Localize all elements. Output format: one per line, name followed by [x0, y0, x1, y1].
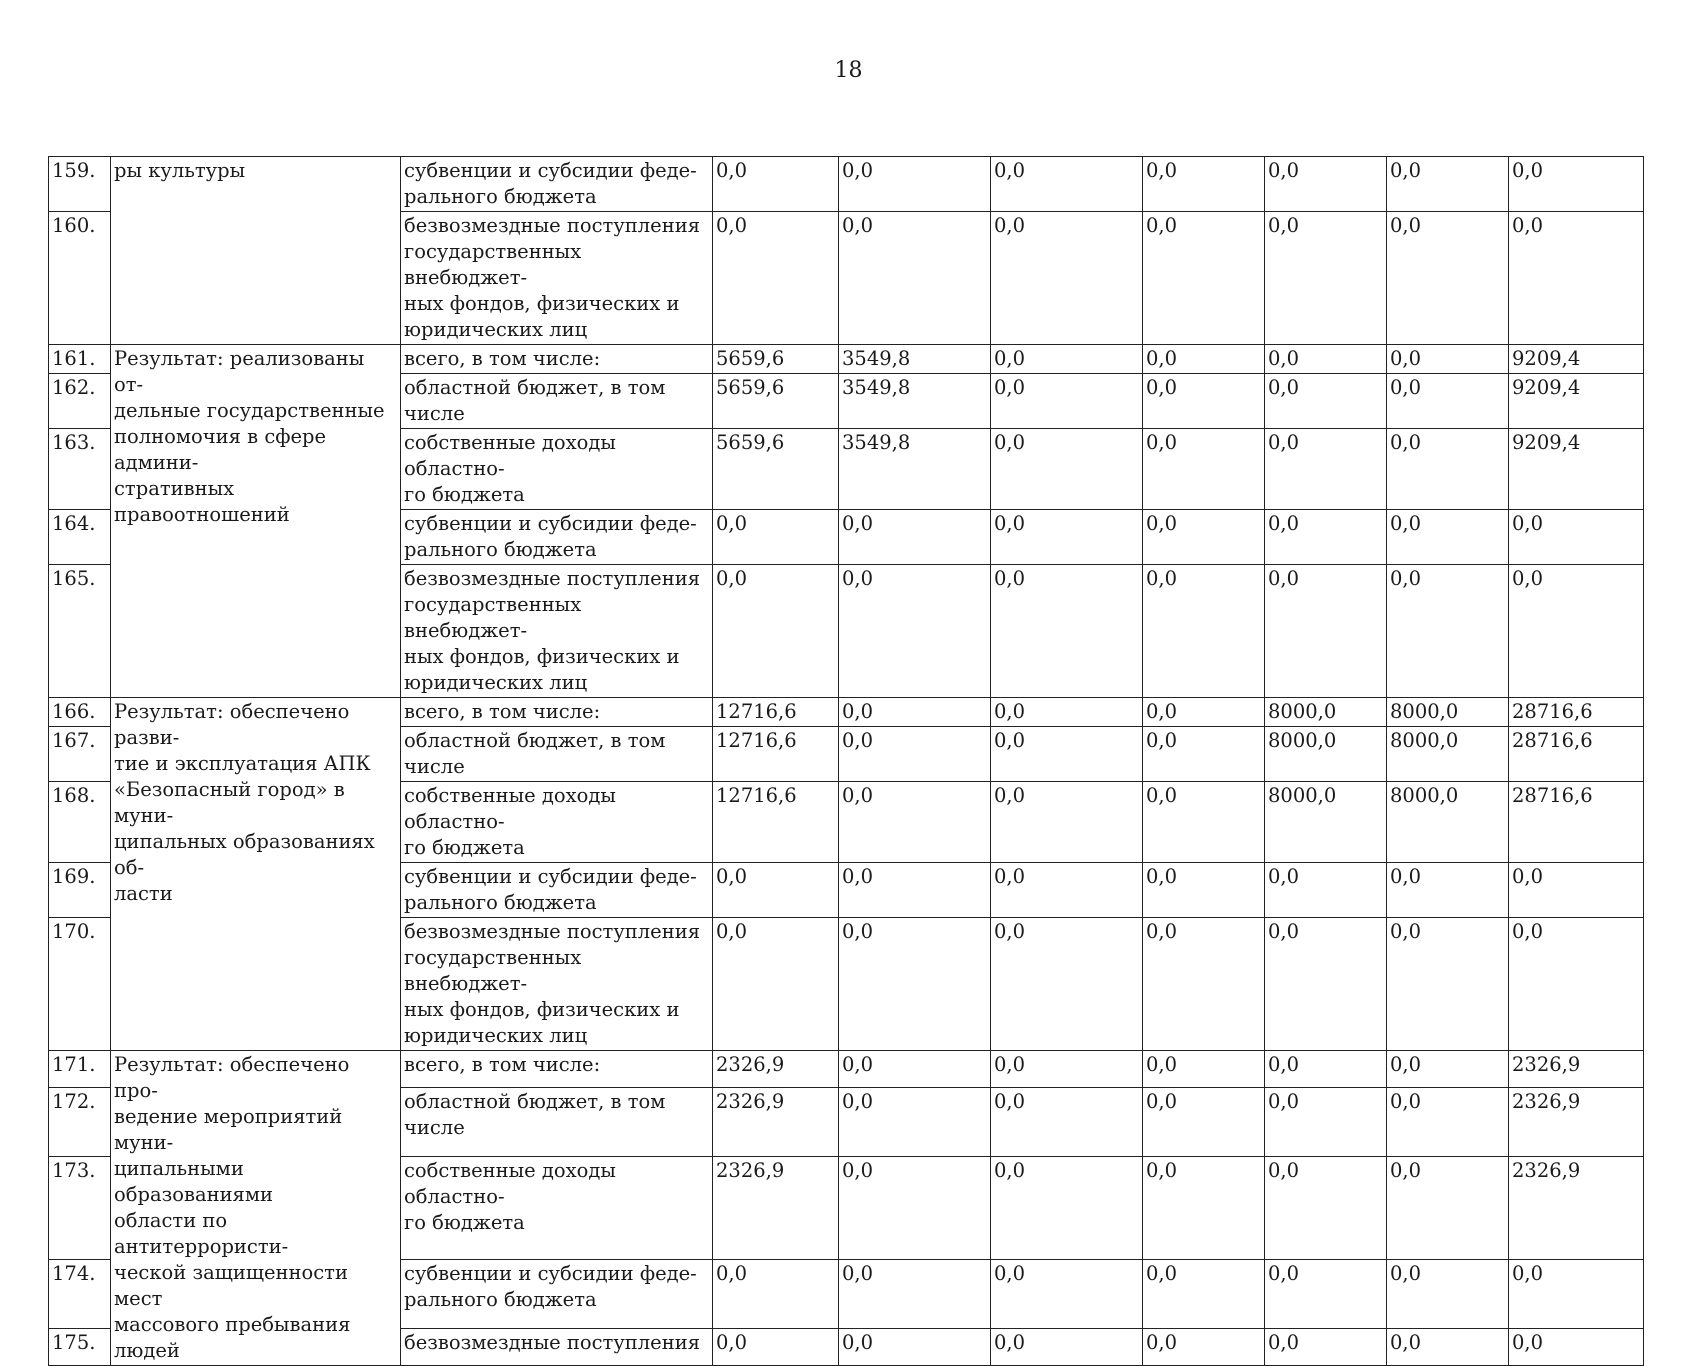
value-cell: 0,0 — [1143, 565, 1265, 698]
value-cell: 12716,6 — [713, 782, 839, 863]
value-cell: 0,0 — [713, 1329, 839, 1366]
value-cell: 2326,9 — [713, 1087, 839, 1157]
value-cell: 0,0 — [1143, 429, 1265, 510]
value-cell: 0,0 — [1387, 918, 1509, 1051]
value-cell: 0,0 — [1509, 863, 1644, 918]
value-cell: 0,0 — [1265, 1087, 1387, 1157]
value-cell: 0,0 — [1509, 1329, 1644, 1366]
value-cell: 9209,4 — [1509, 429, 1644, 510]
value-cell: 0,0 — [1387, 510, 1509, 565]
value-cell: 0,0 — [1143, 698, 1265, 727]
value-cell: 0,0 — [1143, 157, 1265, 212]
value-cell: 5659,6 — [713, 345, 839, 374]
value-cell: 8000,0 — [1265, 782, 1387, 863]
value-cell: 0,0 — [839, 212, 991, 345]
value-cell: 0,0 — [1387, 1329, 1509, 1366]
funding-source: областной бюджет, в том числе — [401, 1087, 713, 1157]
funding-source: всего, в том числе: — [401, 698, 713, 727]
value-cell: 0,0 — [1143, 1051, 1265, 1088]
value-cell: 0,0 — [1143, 1157, 1265, 1259]
value-cell: 0,0 — [839, 863, 991, 918]
funding-source: областной бюджет, в том числе — [401, 374, 713, 429]
value-cell: 0,0 — [991, 782, 1143, 863]
value-cell: 0,0 — [991, 1087, 1143, 1157]
funding-source: субвенции и субсидии феде- рального бюджета — [401, 1259, 713, 1329]
value-cell: 0,0 — [1265, 212, 1387, 345]
funding-source: собственные доходы областно- го бюджета — [401, 1157, 713, 1259]
value-cell: 0,0 — [1143, 918, 1265, 1051]
table-row — [49, 345, 1644, 374]
value-cell: 0,0 — [991, 1051, 1143, 1088]
value-cell: 0,0 — [1509, 918, 1644, 1051]
value-cell: 0,0 — [839, 1329, 991, 1366]
funding-source: безвозмездные поступления государственных внебюджет- ных фондов, физических и юридических лиц — [401, 918, 713, 1051]
funding-source: областной бюджет, в том числе — [401, 727, 713, 782]
value-cell: 0,0 — [991, 212, 1143, 345]
value-cell: 0,0 — [1509, 1259, 1644, 1329]
value-cell: 0,0 — [839, 782, 991, 863]
value-cell: 12716,6 — [713, 727, 839, 782]
value-cell: 0,0 — [1143, 782, 1265, 863]
funding-source: безвозмездные поступления государственных внебюджет- ных фондов, физических и юридических лиц — [401, 212, 713, 345]
funding-source: безвозмездные поступления государственных внебюджет- ных фондов, физических и юридических лиц — [401, 565, 713, 698]
result-description: ры культуры — [111, 157, 401, 345]
funding-source: безвозмездные поступления — [401, 1329, 713, 1366]
value-cell: 9209,4 — [1509, 345, 1644, 374]
value-cell: 12716,6 — [713, 698, 839, 727]
value-cell: 0,0 — [991, 345, 1143, 374]
value-cell: 0,0 — [1509, 510, 1644, 565]
row-number: 160. — [49, 212, 111, 345]
row-number: 170. — [49, 918, 111, 1051]
value-cell: 0,0 — [991, 1329, 1143, 1366]
value-cell: 0,0 — [1387, 863, 1509, 918]
value-cell: 8000,0 — [1387, 782, 1509, 863]
row-number: 167. — [49, 727, 111, 782]
value-cell: 0,0 — [1509, 565, 1644, 698]
funding-source: собственные доходы областно- го бюджета — [401, 429, 713, 510]
value-cell: 0,0 — [1387, 429, 1509, 510]
value-cell: 0,0 — [839, 727, 991, 782]
row-number: 163. — [49, 429, 111, 510]
value-cell: 0,0 — [991, 429, 1143, 510]
value-cell: 0,0 — [1143, 345, 1265, 374]
funding-source: всего, в том числе: — [401, 345, 713, 374]
value-cell: 0,0 — [1509, 212, 1644, 345]
funding-source: субвенции и субсидии феде- рального бюджета — [401, 510, 713, 565]
value-cell: 0,0 — [839, 918, 991, 1051]
row-number: 159. — [49, 157, 111, 212]
value-cell: 2326,9 — [1509, 1157, 1644, 1259]
funding-source: всего, в том числе: — [401, 1051, 713, 1088]
value-cell: 0,0 — [1387, 1087, 1509, 1157]
value-cell: 0,0 — [1387, 1157, 1509, 1259]
value-cell: 0,0 — [991, 565, 1143, 698]
value-cell: 0,0 — [1143, 1329, 1265, 1366]
row-number: 161. — [49, 345, 111, 374]
value-cell: 0,0 — [1265, 510, 1387, 565]
value-cell: 0,0 — [1387, 1051, 1509, 1088]
value-cell: 0,0 — [1143, 510, 1265, 565]
value-cell: 0,0 — [1265, 1157, 1387, 1259]
value-cell: 2326,9 — [713, 1157, 839, 1259]
row-number: 162. — [49, 374, 111, 429]
value-cell: 8000,0 — [1265, 698, 1387, 727]
value-cell: 8000,0 — [1265, 727, 1387, 782]
funding-source: субвенции и субсидии феде- рального бюджета — [401, 863, 713, 918]
value-cell: 0,0 — [1143, 374, 1265, 429]
budget-table — [48, 156, 1644, 1366]
value-cell: 0,0 — [991, 1259, 1143, 1329]
value-cell: 0,0 — [1265, 918, 1387, 1051]
row-number: 172. — [49, 1087, 111, 1157]
value-cell: 0,0 — [1387, 565, 1509, 698]
value-cell: 0,0 — [839, 698, 991, 727]
value-cell: 0,0 — [991, 374, 1143, 429]
value-cell: 8000,0 — [1387, 698, 1509, 727]
value-cell: 0,0 — [991, 727, 1143, 782]
value-cell: 0,0 — [1265, 565, 1387, 698]
result-description: Результат: обеспечено разви- тие и эксплуатация АПК «Безопасный город» в муни- ципальных образованиях об- ласти — [111, 698, 401, 1051]
value-cell: 0,0 — [1265, 374, 1387, 429]
value-cell: 0,0 — [713, 918, 839, 1051]
value-cell: 3549,8 — [839, 345, 991, 374]
value-cell: 0,0 — [839, 1051, 991, 1088]
value-cell: 0,0 — [1387, 1259, 1509, 1329]
value-cell: 5659,6 — [713, 374, 839, 429]
value-cell: 0,0 — [1143, 863, 1265, 918]
row-number: 174. — [49, 1259, 111, 1329]
result-description: Результат: обеспечено про- ведение мероприятий муни- ципальными образованиями области по антитеррористи- ческой защищенности мест массового пребывания людей — [111, 1051, 401, 1366]
value-cell: 0,0 — [991, 698, 1143, 727]
value-cell: 0,0 — [991, 918, 1143, 1051]
value-cell: 0,0 — [839, 1259, 991, 1329]
value-cell: 0,0 — [1387, 345, 1509, 374]
row-number: 173. — [49, 1157, 111, 1259]
row-number: 166. — [49, 698, 111, 727]
value-cell: 9209,4 — [1509, 374, 1644, 429]
row-number: 168. — [49, 782, 111, 863]
value-cell: 0,0 — [1387, 212, 1509, 345]
value-cell: 0,0 — [1143, 1259, 1265, 1329]
table-row — [49, 1051, 1644, 1088]
value-cell: 2326,9 — [1509, 1087, 1644, 1157]
value-cell: 28716,6 — [1509, 782, 1644, 863]
funding-source: собственные доходы областно- го бюджета — [401, 782, 713, 863]
value-cell: 2326,9 — [713, 1051, 839, 1088]
value-cell: 28716,6 — [1509, 698, 1644, 727]
value-cell: 0,0 — [839, 510, 991, 565]
value-cell: 8000,0 — [1387, 727, 1509, 782]
table-body — [49, 157, 1644, 1366]
value-cell: 0,0 — [1265, 429, 1387, 510]
page-number: 18 — [834, 58, 863, 83]
value-cell: 0,0 — [713, 157, 839, 212]
value-cell: 28716,6 — [1509, 727, 1644, 782]
row-number: 169. — [49, 863, 111, 918]
value-cell: 0,0 — [1387, 157, 1509, 212]
value-cell: 0,0 — [991, 510, 1143, 565]
value-cell: 0,0 — [991, 157, 1143, 212]
result-description: Результат: реализованы от- дельные государственные полномочия в сфере админи- стративных правоотношений — [111, 345, 401, 698]
value-cell: 0,0 — [1265, 1051, 1387, 1088]
row-number: 165. — [49, 565, 111, 698]
funding-source: субвенции и субсидии феде- рального бюджета — [401, 157, 713, 212]
value-cell: 0,0 — [839, 1157, 991, 1259]
row-number: 175. — [49, 1329, 111, 1366]
row-number: 164. — [49, 510, 111, 565]
value-cell: 0,0 — [713, 510, 839, 565]
value-cell: 0,0 — [1509, 157, 1644, 212]
value-cell: 0,0 — [839, 565, 991, 698]
value-cell: 0,0 — [1143, 727, 1265, 782]
table-row — [49, 157, 1644, 212]
value-cell: 0,0 — [713, 1259, 839, 1329]
value-cell: 0,0 — [1265, 157, 1387, 212]
row-number: 171. — [49, 1051, 111, 1088]
value-cell: 3549,8 — [839, 374, 991, 429]
table-row — [49, 698, 1644, 727]
value-cell: 0,0 — [1265, 863, 1387, 918]
value-cell: 0,0 — [1265, 1259, 1387, 1329]
value-cell: 0,0 — [713, 863, 839, 918]
value-cell: 0,0 — [1265, 1329, 1387, 1366]
value-cell: 0,0 — [991, 1157, 1143, 1259]
value-cell: 0,0 — [1387, 374, 1509, 429]
value-cell: 0,0 — [839, 1087, 991, 1157]
value-cell: 0,0 — [1143, 1087, 1265, 1157]
value-cell: 0,0 — [991, 863, 1143, 918]
value-cell: 0,0 — [839, 157, 991, 212]
value-cell: 0,0 — [1265, 345, 1387, 374]
value-cell: 0,0 — [1143, 212, 1265, 345]
value-cell: 0,0 — [713, 565, 839, 698]
value-cell: 2326,9 — [1509, 1051, 1644, 1088]
value-cell: 0,0 — [713, 212, 839, 345]
value-cell: 3549,8 — [839, 429, 991, 510]
value-cell: 5659,6 — [713, 429, 839, 510]
